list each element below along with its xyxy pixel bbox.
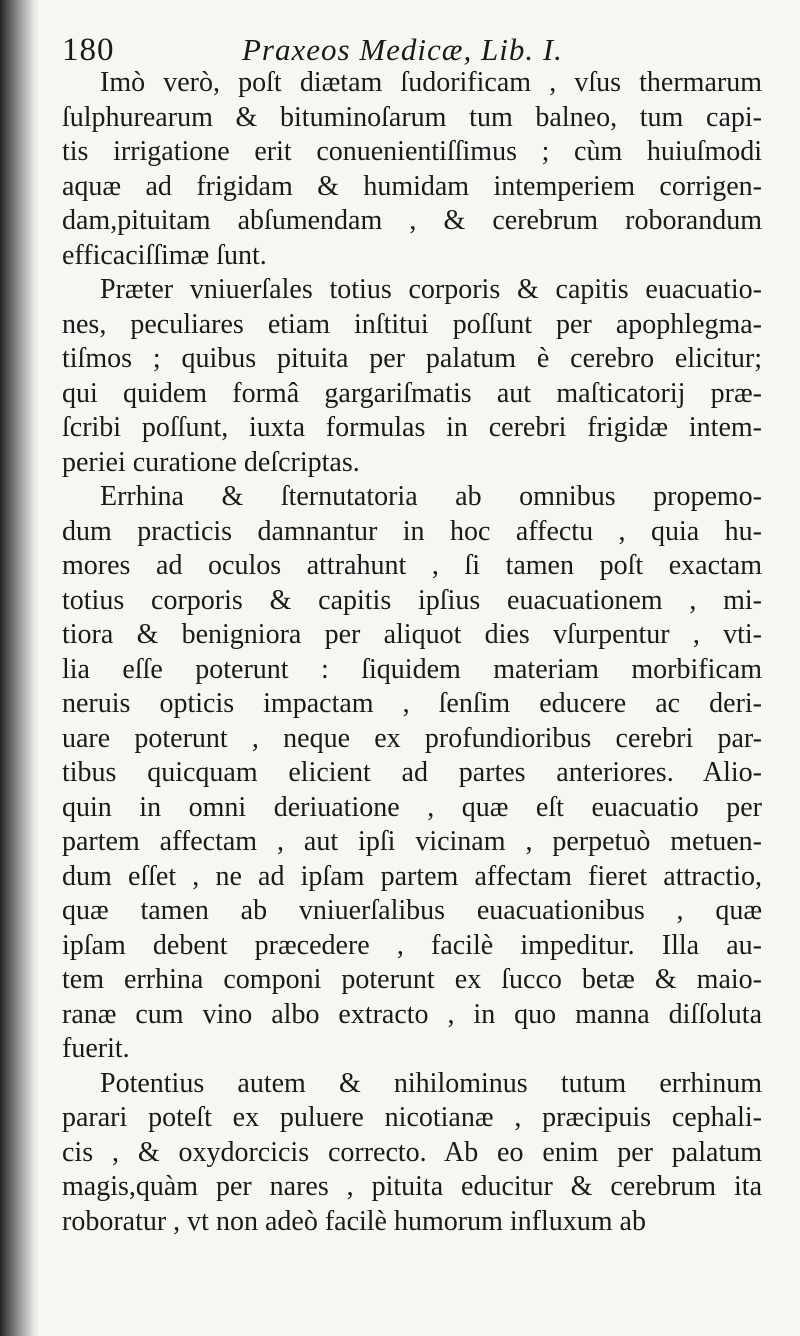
text-line: dum eſſet , ne ad ipſam partem affectam fieret attractio, [62,860,762,892]
text-line: partem affectam , aut ipſi vicinam , perpetuò metuen- [62,826,762,857]
body-text [62,66,762,1239]
text-line: totius corporis & capitis ipſius euacuationem , mi- [62,584,762,616]
text-line: Præter vniuerſales totius corporis & capitis euacuatio- [100,274,762,305]
text-line: roboratur , vt non adeò facilè humorum influxum ab [62,1205,646,1237]
paragraph [62,1067,762,1240]
text-line: uare poterunt , neque ex profundioribus cerebri par- [62,722,762,754]
text-line: Potentius autem & nihilominus tutum errhinum [100,1067,762,1099]
paragraph [62,66,762,273]
text-line: fuerit. [62,1033,130,1064]
text-line: tis irrigatione erit conuenientiſſimus ; cùm huiuſmodi [62,136,762,167]
text-line: ſcribi poſſunt, iuxta formulas in cerebri frigidæ intem- [62,412,762,443]
text-line: ipſam debent præcedere , facilè impeditur. Illa au- [62,929,762,961]
text-line: ſulphurearum & bituminoſarum tum balneo, tum capi- [62,101,762,133]
text-line: nes, peculiares etiam inſtitui poſſunt per apophlegma- [62,308,762,340]
text-line: tem errhina componi poterunt ex ſucco betæ & maio- [62,964,762,995]
text-line: dum practicis damnantur in hoc affectu , quia hu- [62,515,762,547]
text-line: cis , & oxydorcicis correcto. Ab eo enim per palatum [62,1136,762,1168]
book-gutter-shadow [0,0,40,1336]
text-line: quin in omni deriuatione , quæ eſt euacuatio per [62,791,762,823]
text-line: efficaciſſimæ ſunt. [62,239,267,271]
running-head: Praxeos Medicæ, Lib. I. [242,32,563,67]
text-line: qui quidem formâ gargariſmatis aut maſticatorij præ- [62,377,762,409]
text-line: tibus quicquam elicient ad partes anteriores. Alio- [62,757,762,788]
text-line: aquæ ad frigidam & humidam intemperiem corrigen- [62,170,762,202]
text-line: neruis opticis impactam , ſenſim educere ac deri- [62,688,762,719]
text-line: magis,quàm per nares , pituita educitur & cerebrum ita [62,1171,762,1202]
text-line: parari poteſt ex puluere nicotianæ , præcipuis cephali- [62,1102,762,1133]
text-line: tiora & benigniora per aliquot dies vſurpentur , vti- [62,619,762,650]
text-line: dam,pituitam abſumendam , & cerebrum roborandum [62,205,762,236]
page-number: 180 [62,32,115,68]
text-line: Imò verò, poſt diætam ſudorificam , vſus thermarum [100,67,762,98]
text-line: mores ad oculos attrahunt , ſi tamen poſt exactam [62,550,762,581]
page-header [62,26,782,70]
text-line: quæ tamen ab vniuerſalibus euacuationibus , quæ [62,895,762,926]
text-line: periei curatione deſcriptas. [62,446,360,478]
text-line: tiſmos ; quibus pituita per palatum è cerebro elicitur; [62,343,762,374]
text-line: lia eſſe poterunt : ſiquidem materiam morbificam [62,653,762,685]
text-line: ranæ cum vino albo extracto , in quo manna diſſoluta [62,998,762,1030]
paragraph [62,273,762,480]
paragraph [62,480,762,1067]
text-line: Errhina & ſternutatoria ab omnibus propemo- [100,481,762,512]
